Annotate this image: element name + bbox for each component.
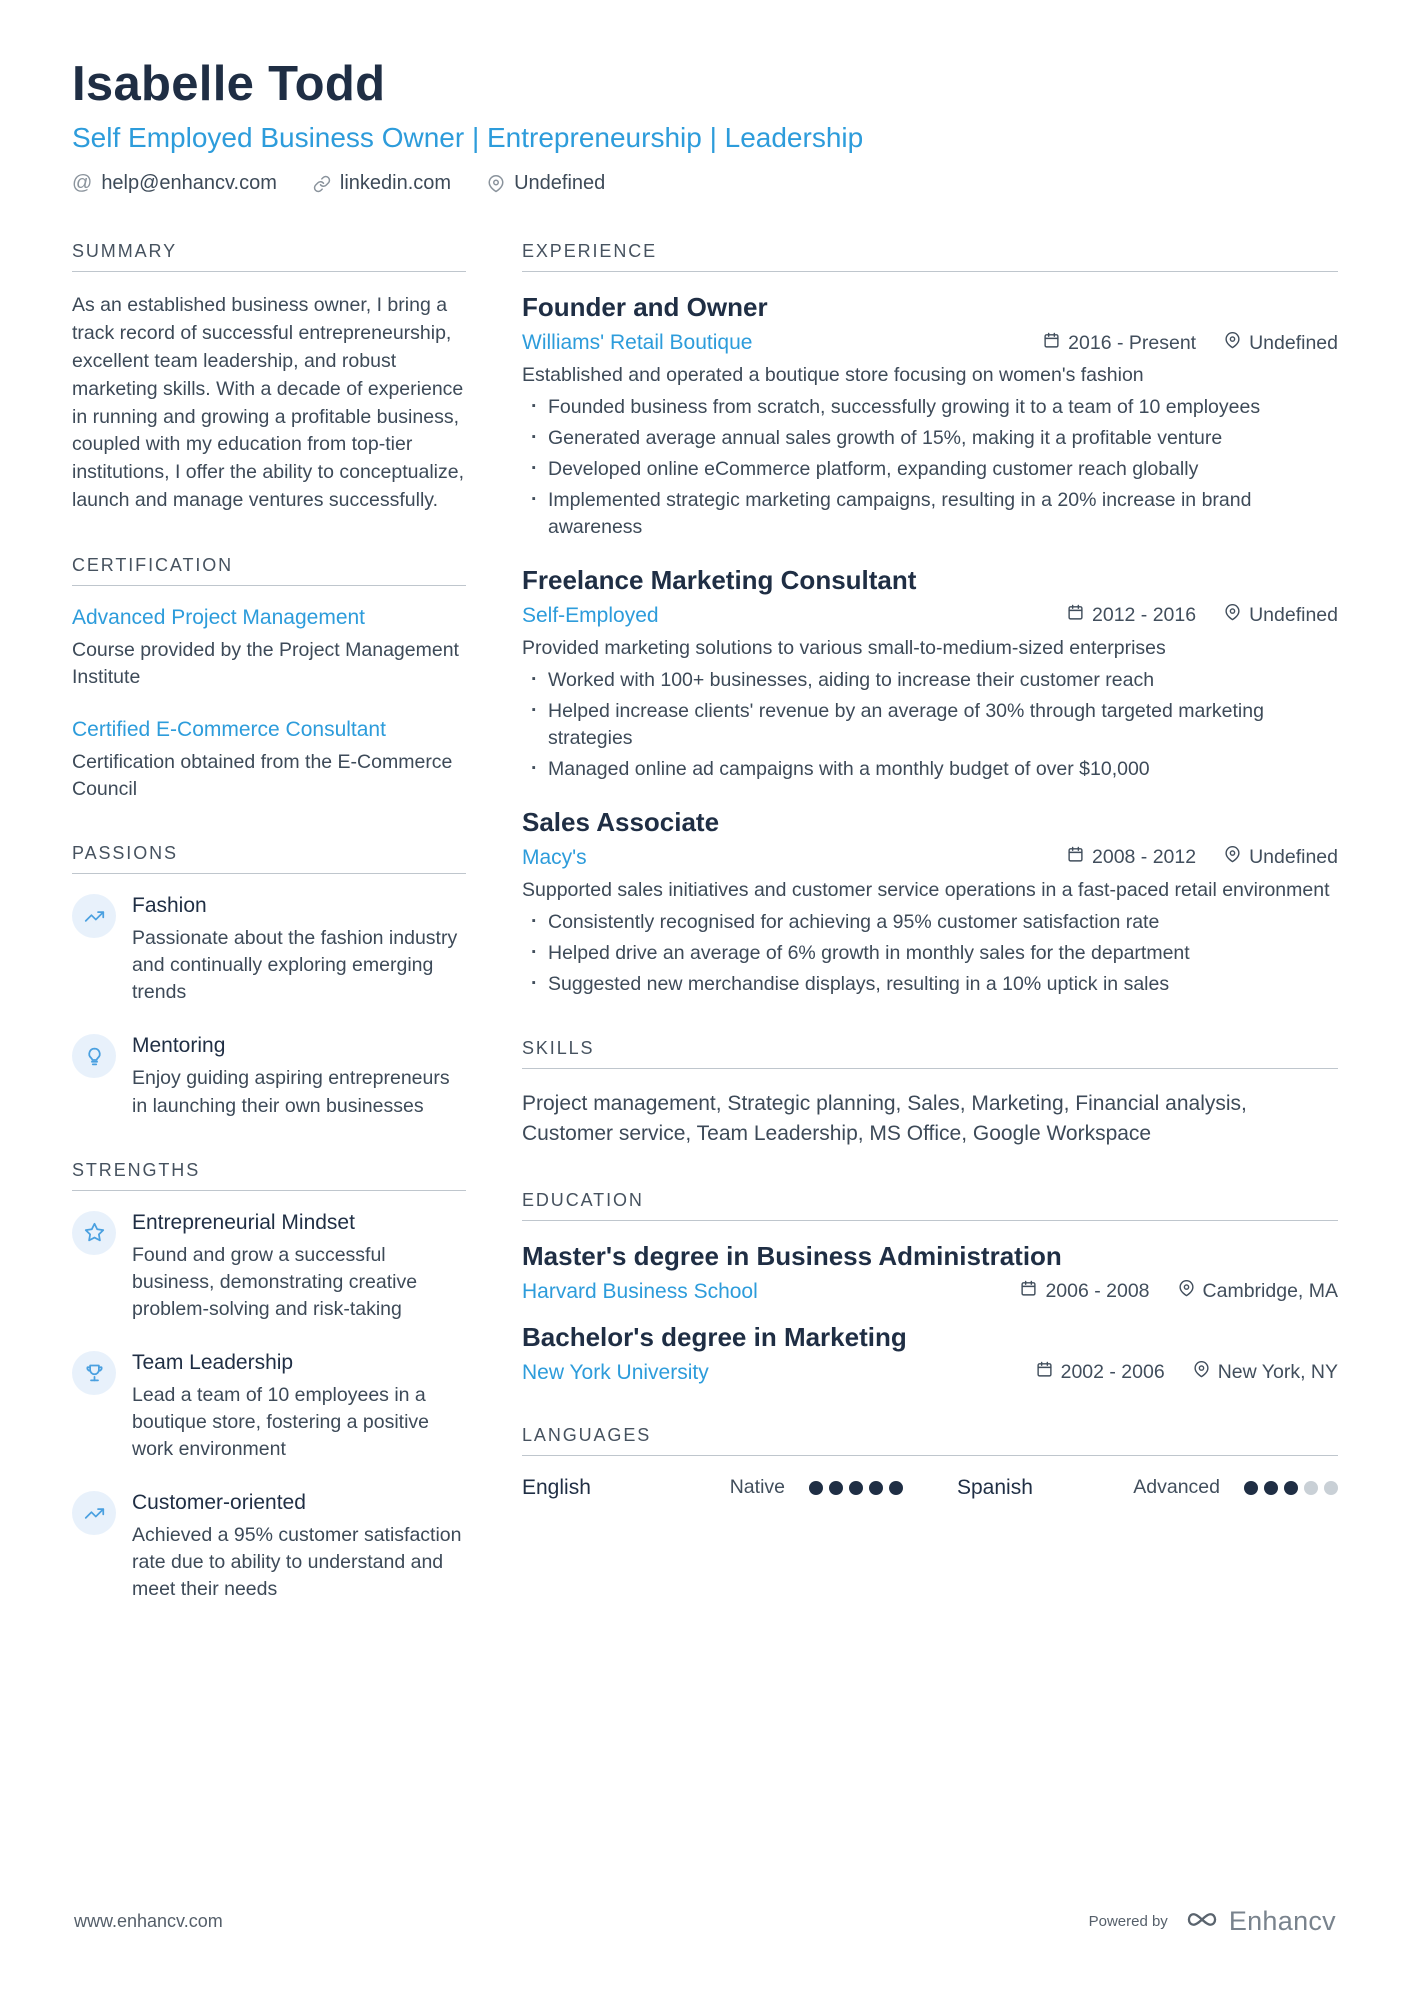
education-item <box>522 1322 1338 1385</box>
education-location <box>1178 1280 1338 1303</box>
skills-text: Project management, Strategic planning, Sales, Marketing, Financial analysis, Customer service, Team Leadership, MS Office, Google Workspace <box>522 1091 1247 1146</box>
school-name: Harvard Business School <box>522 1279 758 1303</box>
section-education <box>522 1190 1338 1385</box>
page-footer <box>74 1906 1336 1937</box>
certification-title: Advanced Project Management <box>72 606 366 629</box>
linkedin-contact[interactable] <box>313 172 451 195</box>
section-experience <box>522 241 1338 998</box>
passion-title: Mentoring <box>132 1034 226 1058</box>
bullet-item: · Helped drive an average of 6% growth in monthly sales for the department <box>522 940 1338 967</box>
date-text: 2012 - 2016 <box>1092 604 1197 627</box>
lightbulb-icon <box>72 1034 116 1078</box>
strength-body <box>132 1491 466 1603</box>
location-text: Undefined <box>514 172 606 194</box>
job-summary: Provided marketing solutions to various small-to-medium-sized enterprises <box>522 636 1166 659</box>
certification-description: Certification obtained from the E-Commerce Council <box>72 750 453 800</box>
section-heading: CERTIFICATION <box>72 555 466 586</box>
date-text: 2006 - 2008 <box>1045 1280 1150 1303</box>
job-title: Founder and Owner <box>522 292 768 322</box>
strength-item <box>72 1351 466 1463</box>
passion-body <box>132 894 466 1006</box>
languages-row <box>522 1476 1338 1500</box>
education-meta <box>1020 1280 1338 1303</box>
proficiency-dots <box>809 1481 903 1495</box>
location-contact <box>487 172 605 195</box>
experience-item <box>522 292 1338 541</box>
brand-name: Enhancv <box>1228 1906 1336 1936</box>
dot <box>1324 1481 1338 1495</box>
company-name: Williams' Retail Boutique <box>522 331 753 354</box>
date-range <box>1067 846 1196 869</box>
strength-title: Entrepreneurial Mindset <box>132 1210 355 1234</box>
proficiency-dots <box>1244 1481 1338 1495</box>
calendar-icon <box>1036 1361 1053 1384</box>
calendar-icon <box>1043 332 1060 355</box>
dot <box>829 1481 843 1495</box>
dot <box>849 1481 863 1495</box>
powered-by-label: Powered by <box>1088 1913 1168 1930</box>
bullet-list <box>522 909 1338 998</box>
location-text: New York, NY <box>1217 1361 1338 1384</box>
job-headline: Self Employed Business Owner | Entrepreneurship | Leadership <box>72 122 864 153</box>
dot <box>1244 1481 1258 1495</box>
star-icon <box>72 1211 116 1255</box>
job-title: Freelance Marketing Consultant <box>522 564 917 595</box>
passion-description: Enjoy guiding aspiring entrepreneurs in launching their own businesses <box>132 1067 450 1117</box>
location-text: Cambridge, MA <box>1202 1280 1338 1303</box>
powered-by <box>1089 1906 1336 1937</box>
section-languages <box>522 1425 1338 1500</box>
email-contact[interactable] <box>72 172 277 195</box>
language-name: Spanish <box>957 1475 1033 1499</box>
dot <box>1264 1481 1278 1495</box>
date-text: 2002 - 2006 <box>1060 1361 1165 1384</box>
section-passions <box>72 843 466 1119</box>
job-meta <box>1067 846 1338 869</box>
location-text: Undefined <box>1249 846 1338 869</box>
section-heading: EDUCATION <box>522 1190 1338 1221</box>
section-heading: STRENGTHS <box>72 1160 466 1191</box>
passion-item <box>72 1034 466 1119</box>
trending-up-icon <box>72 894 116 938</box>
bullet-item: · Suggested new merchandise displays, resulting in a 10% uptick in sales <box>522 971 1338 998</box>
degree-title: Bachelor's degree in Marketing <box>522 1321 907 1352</box>
section-summary <box>72 241 466 515</box>
location-text: Undefined <box>1249 604 1338 627</box>
section-heading: SUMMARY <box>72 241 466 272</box>
date-range <box>1020 1280 1149 1303</box>
job-location <box>1224 604 1338 627</box>
section-heading: LANGUAGES <box>522 1425 1338 1456</box>
passion-description: Passionate about the fashion industry and continually exploring emerging trends <box>132 927 458 1004</box>
summary-text: As an established business owner, I bring a track record of successful entrepreneurship, excellent team leadership, and robust marketing skills. With a decade of experience in running and growing a profitable business, coupled with my education from top-tier institutions, I offer the ability to conceptualize, launch and manage ventures successfully. <box>72 294 465 512</box>
bullet-list <box>522 394 1338 541</box>
passion-body <box>132 1034 466 1119</box>
location-pin-icon <box>1193 1361 1210 1384</box>
company-row <box>522 846 1338 870</box>
job-meta <box>1067 604 1338 627</box>
calendar-icon <box>1020 1280 1037 1303</box>
section-heading: PASSIONS <box>72 843 466 874</box>
company-name: Self-Employed <box>522 603 659 627</box>
contact-bar <box>72 172 1338 195</box>
language-item <box>945 1476 1338 1500</box>
bullet-item: · Developed online eCommerce platform, expanding customer reach globally <box>522 456 1338 483</box>
job-summary: Established and operated a boutique store focusing on women's fashion <box>522 364 1144 386</box>
location-pin-icon <box>1224 604 1241 627</box>
date-text: 2008 - 2012 <box>1092 846 1197 869</box>
strength-item <box>72 1211 466 1323</box>
language-name: English <box>522 1475 591 1499</box>
dot <box>1284 1481 1298 1495</box>
bullet-item: · Consistently recognised for achieving a 95% customer satisfaction rate <box>522 909 1338 936</box>
location-pin-icon <box>1178 1280 1195 1303</box>
content-columns <box>72 241 1338 1644</box>
job-title: Sales Associate <box>522 806 720 837</box>
bullet-item: · Implemented strategic marketing campaigns, resulting in a 20% increase in brand awareness <box>522 487 1338 541</box>
job-location <box>1224 846 1338 869</box>
section-heading: EXPERIENCE <box>522 241 1338 272</box>
school-name: New York University <box>522 1360 709 1384</box>
strength-title: Team Leadership <box>132 1350 294 1374</box>
enhancv-brand[interactable] <box>1184 1906 1336 1937</box>
date-range <box>1036 1361 1165 1384</box>
strength-description: Achieved a 95% customer satisfaction rate due to ability to understand and meet their needs <box>132 1524 462 1601</box>
dot <box>1304 1481 1318 1495</box>
trending-up-icon <box>72 1491 116 1535</box>
trophy-icon <box>72 1351 116 1395</box>
section-certification <box>72 555 466 803</box>
bullet-item: · Managed online ad campaigns with a monthly budget of over $10,000 <box>522 756 1338 783</box>
location-text: Undefined <box>1249 331 1338 354</box>
dot <box>809 1481 823 1495</box>
strength-description: Lead a team of 10 employees in a boutique store, fostering a positive work environment <box>132 1383 430 1461</box>
job-summary: Supported sales initiatives and customer service operations in a fast-paced retail environment <box>522 878 1330 901</box>
date-range <box>1043 332 1196 355</box>
email-at-icon: @ <box>72 172 93 194</box>
school-row <box>522 1280 1338 1304</box>
right-column <box>522 241 1338 1644</box>
job-meta <box>1043 332 1338 355</box>
certification-description: Course provided by the Project Management Institute <box>72 639 459 689</box>
bullet-item: · Worked with 100+ businesses, aiding to increase their customer reach <box>522 667 1338 694</box>
degree-title: Master's degree in Business Administration <box>522 1240 1062 1271</box>
language-level: Advanced <box>1133 1476 1220 1499</box>
passion-title: Fashion <box>132 894 207 918</box>
section-heading: SKILLS <box>522 1038 1338 1069</box>
location-pin-icon <box>487 175 505 193</box>
education-location <box>1193 1361 1338 1384</box>
language-item <box>522 1476 945 1500</box>
calendar-icon <box>1067 604 1084 627</box>
strength-description: Found and grow a successful business, demonstrating creative problem-solving and risk-taking <box>132 1243 418 1320</box>
enhancv-logo-icon <box>1184 1908 1220 1936</box>
bullet-item: · Founded business from scratch, successfully growing it to a team of 10 employees <box>522 394 1338 421</box>
bullet-item: · Helped increase clients' revenue by an average of 30% through targeted marketing strategies <box>522 698 1338 752</box>
job-location <box>1224 332 1338 355</box>
bullet-item: · Generated average annual sales growth of 15%, making it a profitable venture <box>522 425 1338 452</box>
certification-item <box>72 718 466 804</box>
strength-title: Customer-oriented <box>132 1491 306 1515</box>
dot <box>889 1481 903 1495</box>
school-row <box>522 1361 1338 1385</box>
candidate-name: Isabelle Todd <box>72 57 386 111</box>
location-pin-icon <box>1224 332 1241 355</box>
resume-header <box>72 56 1338 195</box>
strength-body <box>132 1351 466 1463</box>
certification-title: Certified E-Commerce Consultant <box>72 717 386 741</box>
education-item <box>522 1241 1338 1304</box>
section-strengths <box>72 1160 466 1604</box>
email-text[interactable]: help@enhancv.com <box>101 172 277 194</box>
company-name: Macy's <box>522 845 587 869</box>
strength-body <box>132 1211 466 1323</box>
certification-item <box>72 606 466 692</box>
date-text: 2016 - Present <box>1068 331 1197 354</box>
education-meta <box>1036 1361 1338 1384</box>
section-skills <box>522 1038 1338 1150</box>
experience-item <box>522 807 1338 998</box>
website-link[interactable]: www.enhancv.com <box>74 1911 223 1931</box>
strength-item <box>72 1491 466 1603</box>
location-pin-icon <box>1224 846 1241 869</box>
experience-item <box>522 565 1338 783</box>
bullet-list <box>522 667 1338 783</box>
language-level: Native <box>729 1476 785 1499</box>
left-column <box>72 241 466 1644</box>
link-icon <box>313 175 331 193</box>
passion-item <box>72 894 466 1006</box>
linkedin-text[interactable]: linkedin.com <box>339 172 452 194</box>
date-range <box>1067 604 1196 627</box>
dot <box>869 1481 883 1495</box>
company-row <box>522 604 1338 628</box>
company-row <box>522 331 1338 355</box>
calendar-icon <box>1067 846 1084 869</box>
